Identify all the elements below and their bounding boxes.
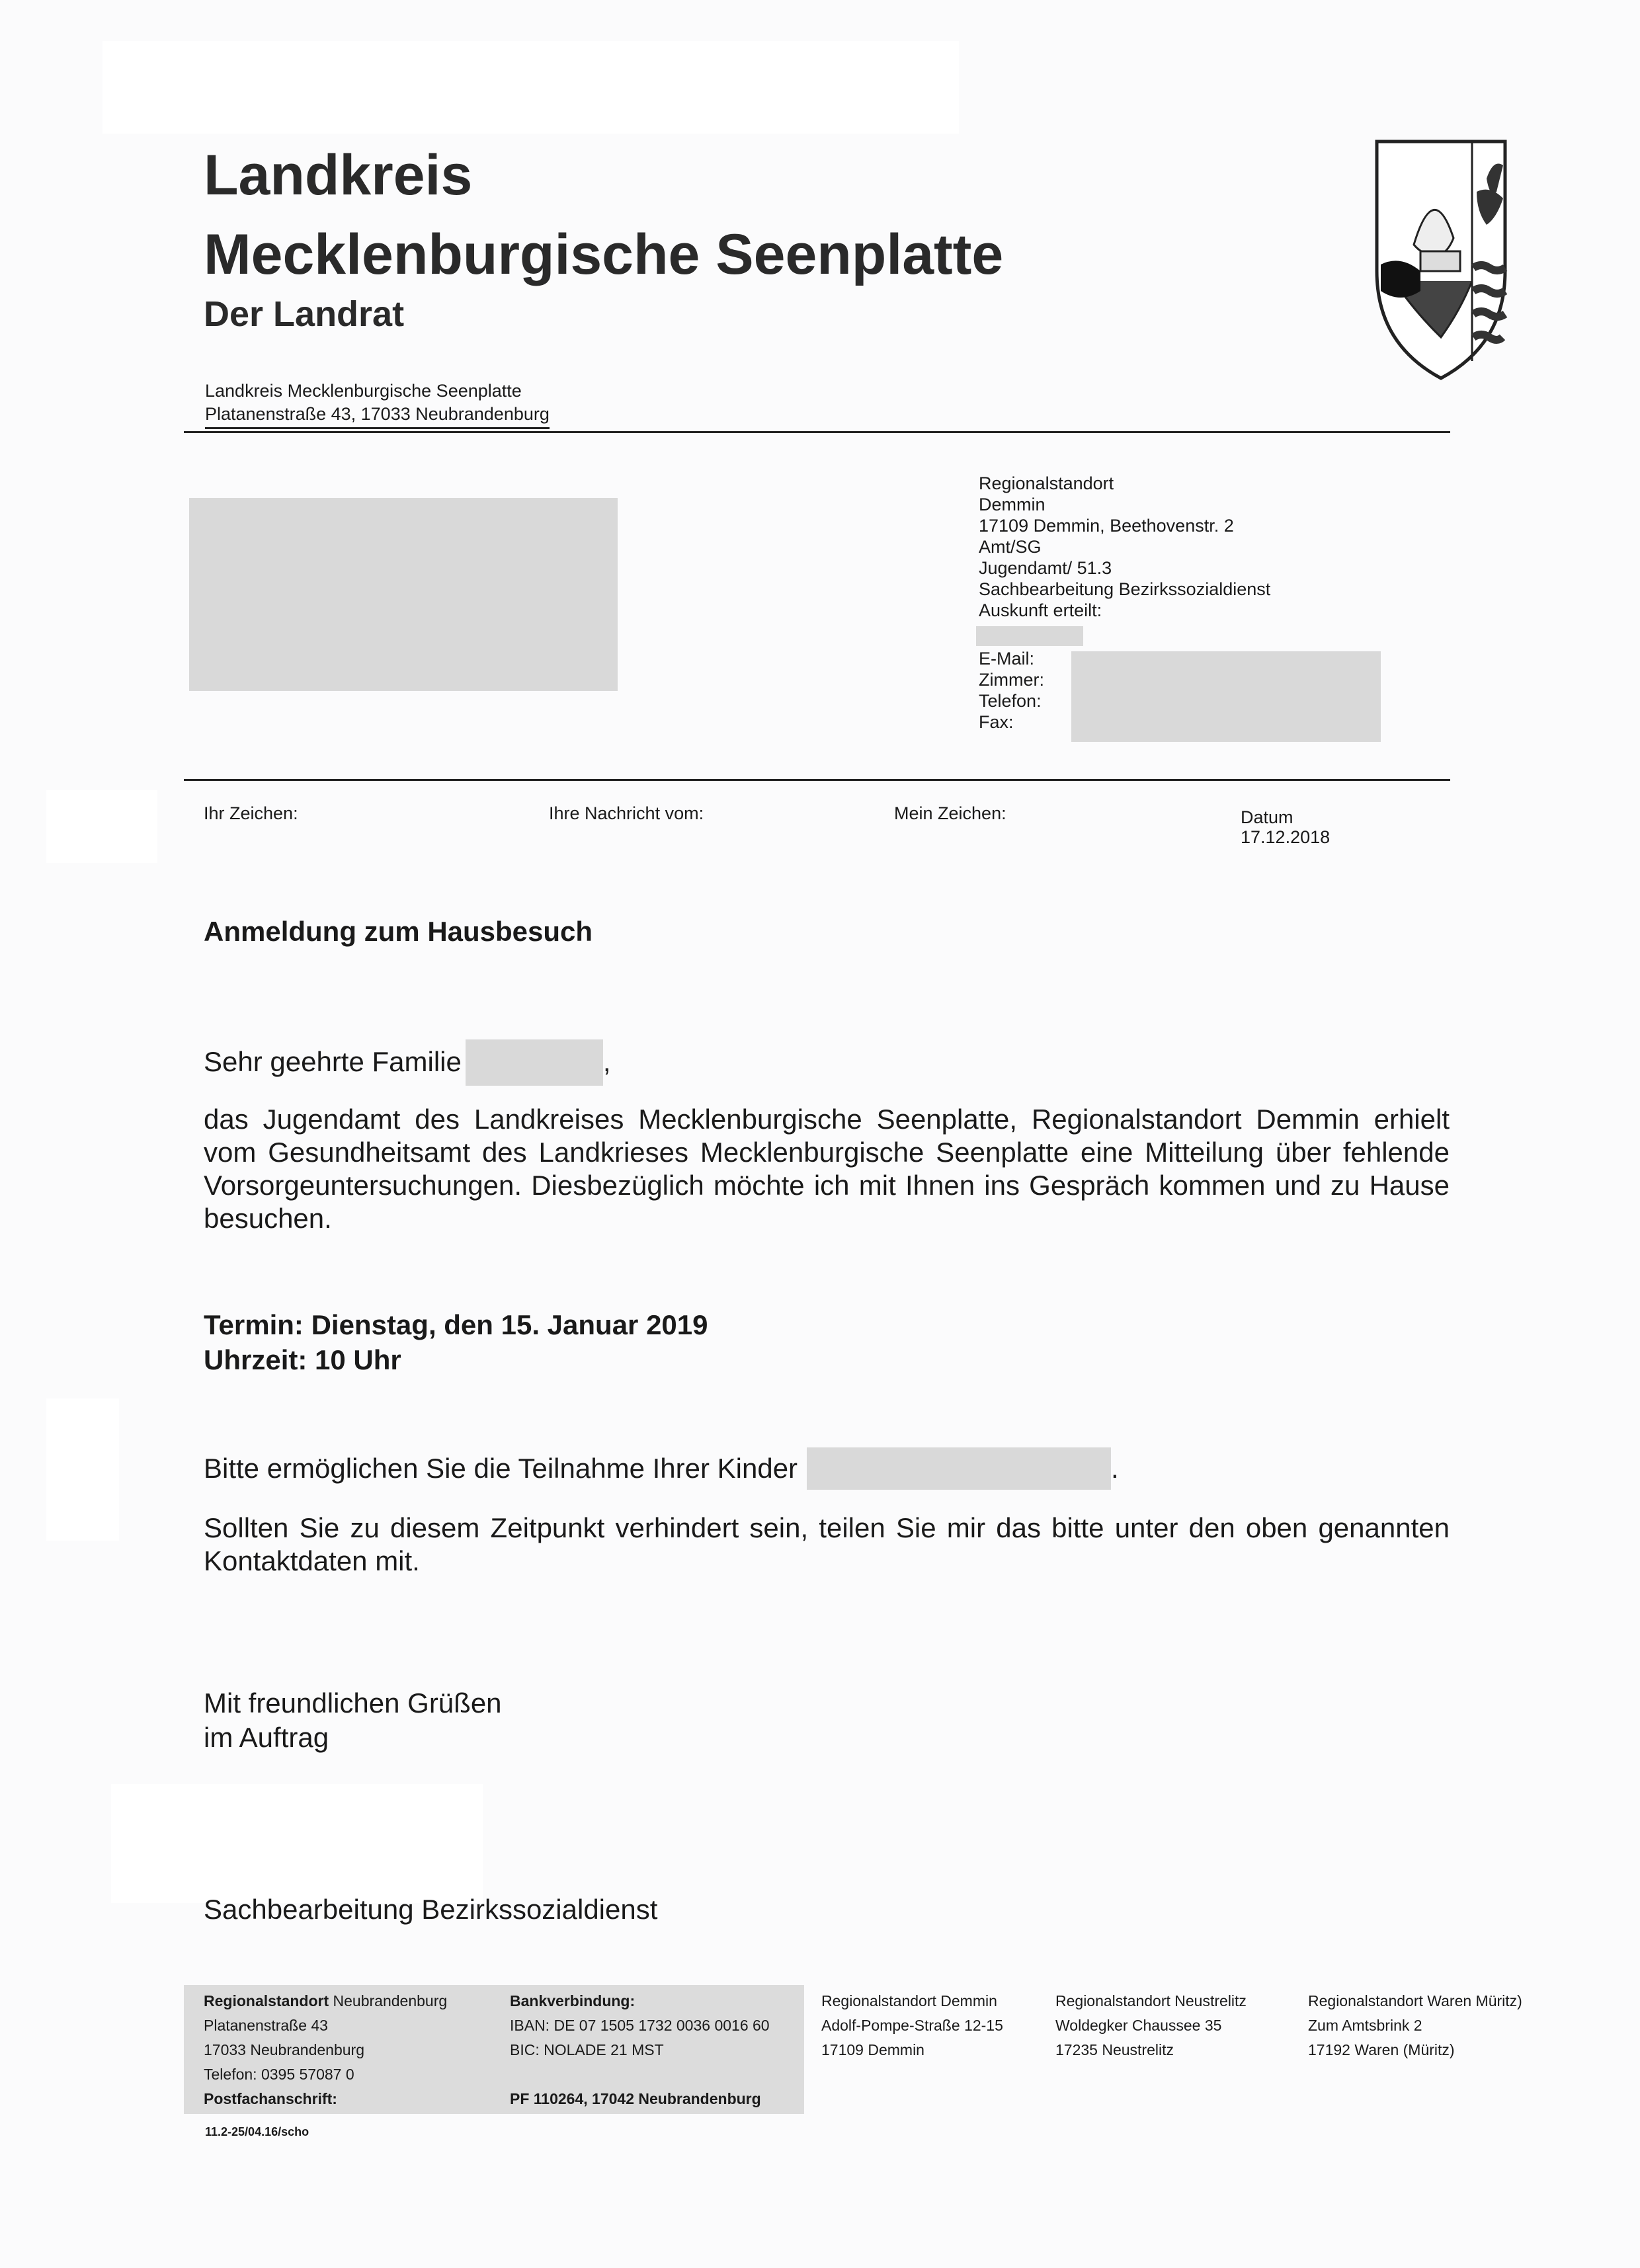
datum-value: 17.12.2018 bbox=[1241, 827, 1331, 847]
redaction-left-1 bbox=[46, 790, 157, 863]
footer-col-neustrelitz bbox=[1055, 1989, 1247, 2062]
fax-label: Fax: bbox=[979, 712, 1014, 732]
contact-line: Demmin bbox=[979, 495, 1046, 514]
family-name-redacted bbox=[466, 1039, 603, 1086]
appointment bbox=[204, 1307, 708, 1377]
header-divider bbox=[184, 431, 1450, 433]
footer-col-neubrandenburg bbox=[204, 1989, 447, 2111]
footer-col-demmin bbox=[821, 1989, 1003, 2062]
footer-col-waren bbox=[1308, 1989, 1522, 2062]
redaction-left-2 bbox=[46, 1398, 119, 1541]
letter-subject: Anmeldung zum Hausbesuch bbox=[204, 916, 593, 947]
ihre-nachricht-label: Ihre Nachricht vom: bbox=[549, 803, 704, 823]
redaction-signature bbox=[111, 1784, 483, 1903]
page-title-line1: Landkreis bbox=[204, 143, 473, 207]
phone-label: Telefon: bbox=[979, 691, 1042, 711]
closing bbox=[204, 1686, 502, 1755]
email-label: E-Mail: bbox=[979, 649, 1035, 668]
room-label: Zimmer: bbox=[979, 670, 1044, 690]
greeting bbox=[204, 1039, 611, 1086]
signer-role: Sachbearbeitung Bezirkssozialdienst bbox=[204, 1894, 658, 1925]
sender-line-1: Landkreis Mecklenburgische Seenplatte bbox=[205, 381, 522, 401]
footer-col1-postfach: Postfachanschrift: bbox=[204, 2090, 337, 2107]
footer-col2-bic: BIC: NOLADE 21 MST bbox=[510, 2041, 664, 2058]
appointment-time: Uhrzeit: 10 Uhr bbox=[204, 1344, 401, 1375]
footer-col2-title: Bankverbindung: bbox=[510, 1992, 636, 2009]
footer-col2-iban: IBAN: DE 07 1505 1732 0036 0016 60 bbox=[510, 2017, 770, 2034]
footer-col5-title: Regionalstandort Waren Müritz) bbox=[1308, 1992, 1522, 2009]
sender-address bbox=[205, 380, 550, 429]
children-request bbox=[204, 1447, 1119, 1490]
ihr-zeichen-label: Ihr Zeichen: bbox=[204, 803, 298, 823]
contact-line: Auskunft erteilt: bbox=[979, 600, 1102, 620]
greeting-text: Sehr geehrte Familie bbox=[204, 1046, 462, 1077]
redaction-top bbox=[102, 41, 959, 134]
contact-line: Regionalstandort bbox=[979, 473, 1114, 493]
footer-col1-title-rest: Neubrandenburg bbox=[329, 1992, 448, 2009]
page-subtitle: Der Landrat bbox=[204, 294, 405, 334]
footer-col1-title-bold: Regionalstandort bbox=[204, 1992, 329, 2009]
footer-col1-phone: Telefon: 0395 57087 0 bbox=[204, 2066, 354, 2083]
closing-line-2: im Auftrag bbox=[204, 1722, 329, 1753]
contact-labels bbox=[979, 648, 1044, 733]
paragraph-2: Sollten Sie zu diesem Zeitpunkt verhindert sein, teilen Sie mir das bitte unter den oben genannten Kontaktdaten mit. bbox=[204, 1512, 1450, 1576]
footer-col1-city: 17033 Neubrandenburg bbox=[204, 2041, 364, 2058]
greeting-comma: , bbox=[602, 1046, 611, 1077]
footer-col4-title: Regionalstandort Neustrelitz bbox=[1055, 1992, 1247, 2009]
footer-col3-city: 17109 Demmin bbox=[821, 2041, 924, 2058]
contact-line: 17109 Demmin, Beethovenstr. 2 bbox=[979, 516, 1234, 536]
appointment-date: Termin: Dienstag, den 15. Januar 2019 bbox=[204, 1309, 708, 1340]
mein-zeichen-label: Mein Zeichen: bbox=[894, 803, 1006, 823]
footer-col-bank bbox=[510, 1989, 770, 2111]
footer-col4-street: Woldegker Chaussee 35 bbox=[1055, 2017, 1222, 2034]
contact-line: Jugendamt/ 51.3 bbox=[979, 558, 1112, 578]
footer-col3-title: Regionalstandort Demmin bbox=[821, 1992, 997, 2009]
footer-col5-street: Zum Amtsbrink 2 bbox=[1308, 2017, 1422, 2034]
footer-col3-street: Adolf-Pompe-Straße 12-15 bbox=[821, 2017, 1003, 2034]
reference-divider bbox=[184, 779, 1450, 781]
closing-line-1: Mit freundlichen Grüßen bbox=[204, 1687, 502, 1719]
page-title-line2: Mecklenburgische Seenplatte bbox=[204, 223, 1004, 286]
footer-col5-city: 17192 Waren (Müritz) bbox=[1308, 2041, 1455, 2058]
coat-of-arms-icon bbox=[1374, 139, 1508, 381]
footer-col1-title bbox=[204, 1989, 447, 2013]
form-code: 11.2-25/04.16/scho bbox=[205, 2125, 309, 2138]
paragraph-1: das Jugendamt des Landkreises Mecklenburgische Seenplatte, Regionalstandort Demmin erhielt vom Gesundheitsamt des Landkrieses Mecklenburgische Seenplatte eine Mitteilung über fehlende Vorsorgeuntersuchungen. Diesbezüglich möchte ich mit Ihnen ins Gespräch kommen und zu Hause besuchen. bbox=[204, 1104, 1450, 1234]
datum-label: Datum bbox=[1241, 807, 1293, 827]
contact-line: Sachbearbeitung Bezirkssozialdienst bbox=[979, 579, 1271, 599]
contact-name-redacted bbox=[976, 626, 1083, 646]
footer-col2-pf: PF 110264, 17042 Neubrandenburg bbox=[510, 2090, 761, 2107]
children-text: Bitte ermöglichen Sie die Teilnahme Ihrer Kinder bbox=[204, 1453, 798, 1484]
footer-col4-city: 17235 Neustrelitz bbox=[1055, 2041, 1174, 2058]
children-names-redacted bbox=[807, 1447, 1111, 1490]
contact-line: Amt/SG bbox=[979, 537, 1042, 557]
footer-col1-street: Platanenstraße 43 bbox=[204, 2017, 328, 2034]
footer-col2-spacer bbox=[510, 2062, 770, 2087]
recipient-address-redacted bbox=[189, 498, 618, 691]
children-period: . bbox=[1111, 1453, 1119, 1484]
contact-details-redacted bbox=[1071, 651, 1381, 742]
contact-block bbox=[979, 473, 1270, 621]
sender-line-2: Platanenstraße 43, 17033 Neubrandenburg bbox=[205, 403, 550, 429]
